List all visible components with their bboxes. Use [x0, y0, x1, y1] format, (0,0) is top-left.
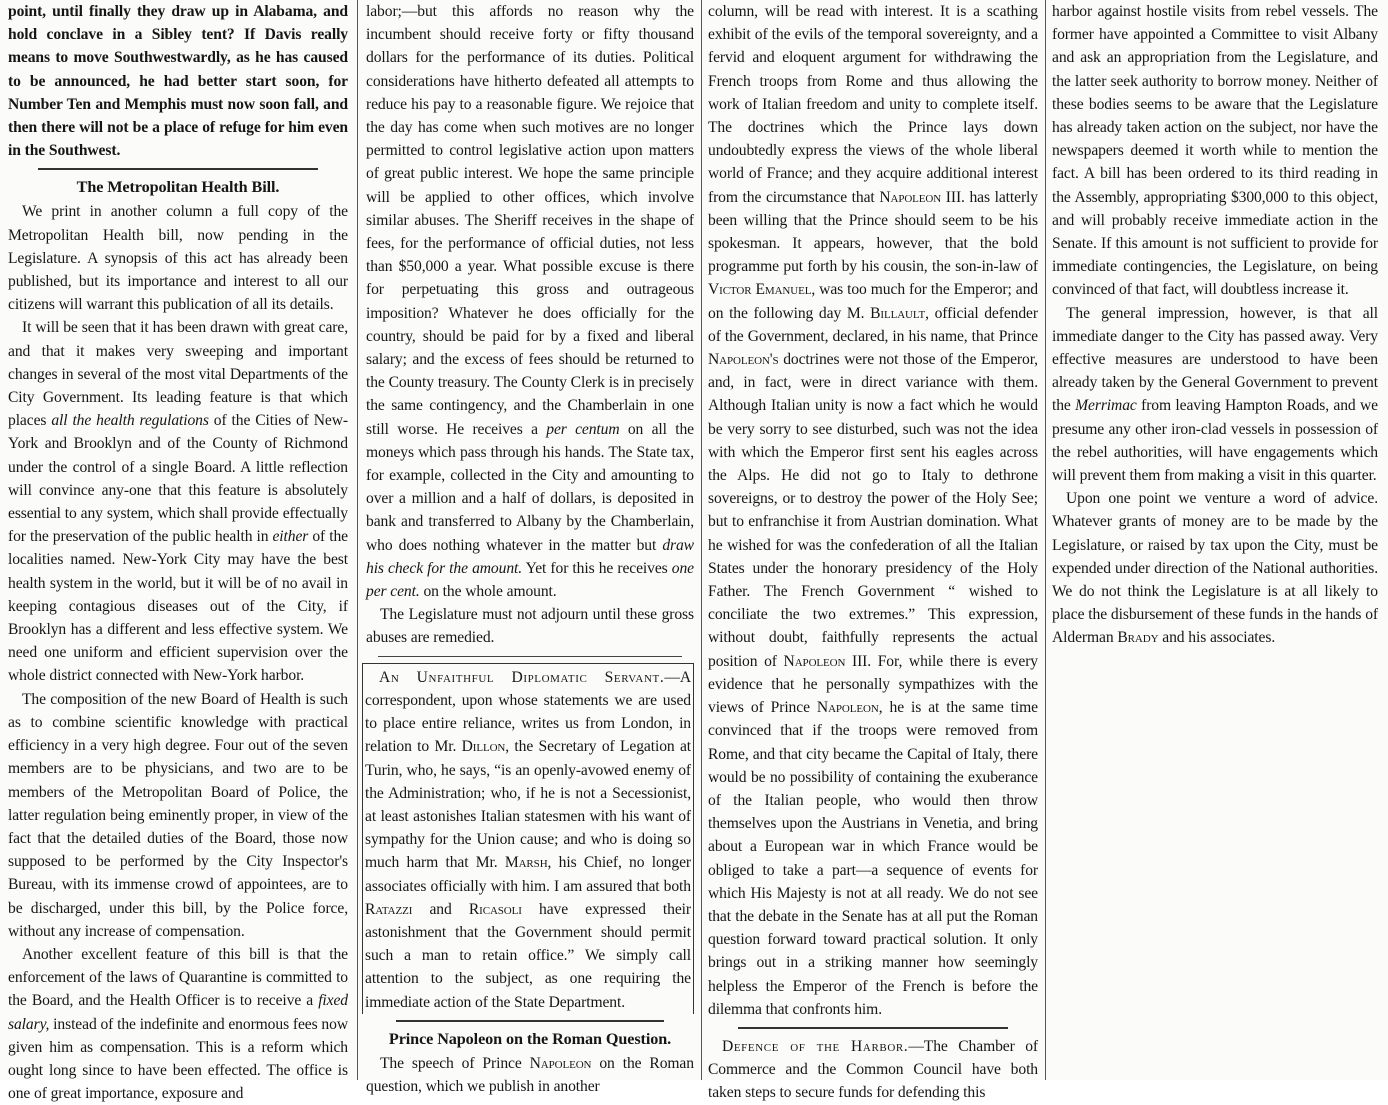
headline-metropolitan-health-bill: The Metropolitan Health Bill.: [76, 178, 280, 197]
paragraph: An Unfaithful Diplomatic Servant.—A correspondent, upon whose statements we are used to place entire reliance, writes us from London, in relation to Mr. Dillon, the Secretary of Legation at Turin, who, he says, “is an openly-avowed enemy of the Administration; who, if he is not a Secessionist, at least astonishes Italian statesmen with his want of sympathy for the Union cause; and who is doing so much harm that Mr. Marsh, his Chief, no longer associates officially with him. I am assured that both Ratazzi and Ricasoli have expressed their astonishment that the Government should permit such a man to retain office.” We simply call attention to the subject, as one requiring the immediate action of the State Department.: [365, 668, 691, 1011]
column-rule: [357, 0, 358, 1080]
paragraph: The speech of Prince Napoleon on the Roman question, which we publish in another: [366, 1054, 694, 1095]
paragraph: The Legislature must not adjourn until these gross abuses are remedied.: [366, 606, 694, 647]
column-4: [1052, 0, 1378, 1080]
paragraph: Defence of the Harbor.—The Chamber of Commerce and the Common Council have both taken steps to secure funds for defending this: [708, 1037, 1038, 1102]
column-rule: [701, 0, 702, 1080]
paragraph: labor;—but this affords no reason why the incumbent should receive forty or fifty thousand dollars for the performance of its duties. Political considerations have hitherto defeated all attempts to reduce his pay to a reasonable figure. We rejoice that the day has come when such motives are no longer permitted to control legislative action upon matters of great public interest. We hope the same principle will be applied to other offices, which involve similar abuses. The Sheriff receives in the shape of fees, for the performance of official duties, not less than $50,000 a year. What possible excuse is there for perpetuating this gross and outrageous imposition? Whatever he does officially for the country, should be paid for by a fixed and liberal salary; and the excess of fees should be returned to the County treasury. The County Clerk is in precisely the same contingency, and the Chamberlain in one still worse. He receives a per centum on all the moneys which pass through his hands. The State tax, for example, collected in the City and amounting to over a million and a half of dollars, is deposited in bank and transferred to Albany by the Chamberlain, who does nothing whatever in the matter but draw his check for the amount. Yet for this he receives one per cent. on the whole amount.: [366, 3, 694, 601]
boxed-item-diplomatic-servant: [362, 663, 694, 1014]
column-3: [708, 0, 1038, 1102]
article-continuation: point, until finally they draw up in Alabama, and hold conclave in a Sibley tent? If Davis really means to move Southwestwardly, as he has caused to be announced, he had better start soon, for Number Ten and Memphis must now soon fall, and then there will not be a place of refuge for him even in the Southwest.: [8, 3, 348, 160]
column-1: [8, 0, 348, 1103]
article-separator: [738, 1027, 1008, 1029]
column-2: [365, 0, 694, 1095]
article-separator: [38, 168, 318, 170]
headline-prince-napoleon: Prince Napoleon on the Roman Question.: [388, 1029, 672, 1048]
paragraph: We print in another column a full copy of the Metropolitan Health bill, now pending in the Legislature. A synopsis of this act has already been published, but its importance and interest to all our citizens will warrant this publication of all its details.: [8, 203, 348, 314]
column-rule: [1045, 0, 1046, 1080]
paragraph: It will be seen that it has been drawn with great care, and that it makes very sweeping and important changes in several of the most vital Departments of the City Government. Its leading feature is that which places all the health regulations of the Cities of New-York and Brooklyn and of the County of Richmond under the control of a single Board. A little reflection will convince any-one that this feature is absolutely essential to any system, which shall provide effectually for the preservation of the public health in either of the localities named. New-York City may have the best health system in the world, but it will be of no avail in keeping contagious diseases out of the City, if Brooklyn has a different and less effective system. We need one uniform and efficient supervision over the whole district connected with New-York harbor.: [8, 319, 348, 685]
paragraph: The general impression, however, is that all immediate danger to the City has passed away. Very effective measures are understood to have been already taken by the General Government to prevent the Merrimac from leaving Hampton Roads, and we presume any other iron-clad vessels in possession of the rebel authorities, will have engagements which will prevent them from making a visit in this quarter.: [1052, 304, 1378, 485]
paragraph: Upon one point we venture a word of advice. Whatever grants of money are to be made by the Legislature, or raised by tax upon the City, must be expended under direction of the National authorities. We do not think the Legislature is at all likely to place the disbursement of these funds in the hands of Alderman Brady and his associates.: [1052, 490, 1378, 647]
paragraph: Another excellent feature of this bill is that the enforcement of the laws of Quarantine is committed to the Board, and the Health Officer is to receive a fixed salary, instead of the indefinite and enormous fees now given him as compensation. This is a reform which ought long since to have been effected. The office is one of great importance, exposure and: [8, 945, 348, 1103]
article-separator: [396, 1020, 664, 1022]
paragraph: harbor against hostile visits from rebel vessels. The former have appointed a Committee to visit Albany and ask an appropriation from the Legislature, and the latter seek authority to borrow money. Neither of these bodies seems to be aware that the Legislature has already taken action on the subject, nor have the newspapers deemed it worth while to mention the fact. A bill has been ordered to its third reading in the Assembly, appropriating $300,000 to this object, and will probably receive immediate action in the Senate. If this amount is not sufficient to provide for immediate contingencies, the Legislature, on being convinced of that fact, will doubtless increase it.: [1052, 3, 1378, 299]
paragraph: column, will be read with interest. It is a scathing exhibit of the evils of the temporal sovereignty, and a fervid and eloquent argument for withdrawing the French troops from Rome and thus allowing the work of Italian freedom and unity to complete itself. The doctrines which the Prince lays down undoubtedly express the views of the whole liberal world of France; and they acquire additional interest from the circumstance that Napoleon III. has latterly been willing that the Prince should seem to be his spokesman. It appears, however, that the bold programme put forth by his cousin, the son-in-law of Victor Emanuel, was too much for the Emperor; and on the following day M. Billault, official defender of the Government, declared, in his name, that Prince Napoleon's doctrines were not those of the Emperor, and, in fact, were in direct variance with them. Although Italian unity is now a fact which he would be very sorry to see disturbed, such was not the idea with which the Emperor first sent his eagles across the Alps. He did not go to Italy to dethrone sovereigns, or to destroy the power of the Holy See; but to enfranchise it from Austrian domination. What he wished for was the confederation of all the Italian States under the honorary presidency of the Holy Father. The French Government “ wished to conciliate the two extremes.” This expression, without doubt, faithfully represents the actual position of Napoleon III. For, while there is every evidence that he personally sympathizes with the views of Prince Napoleon, he is at the same time convinced that if the troops were removed from Rome, and that city became the Capital of Italy, there would be no possibility of containing the exuberance of the Italian people, who would then throw themselves upon the Austrians in Venetia, and bring about a European war in which France would be obliged to take a part—a sequence of events for which His Majesty is not at all ready. We do not see that the debate in the Senate has at all put the Roman question forward toward practical solution. It only brings out in a striking manner how seemingly helpless the Emperor of the French is before the dilemma that confronts him.: [708, 3, 1038, 1018]
paragraph: The composition of the new Board of Health is such as to combine scientific knowledge with practical efficiency in a very high degree. Four out of the seven members are to be physicians, and two are to be members of the Metropolitan Board of Police, the latter regulation being eminently proper, in view of the fact that the detailed duties of the Board, those now supposed to be performed by the City Inspector's Bureau, with its immense crowd of appointees, are to be discharged, under this bill, by the Police force, without any increase of compensation.: [8, 690, 348, 940]
article-separator: [378, 656, 682, 657]
